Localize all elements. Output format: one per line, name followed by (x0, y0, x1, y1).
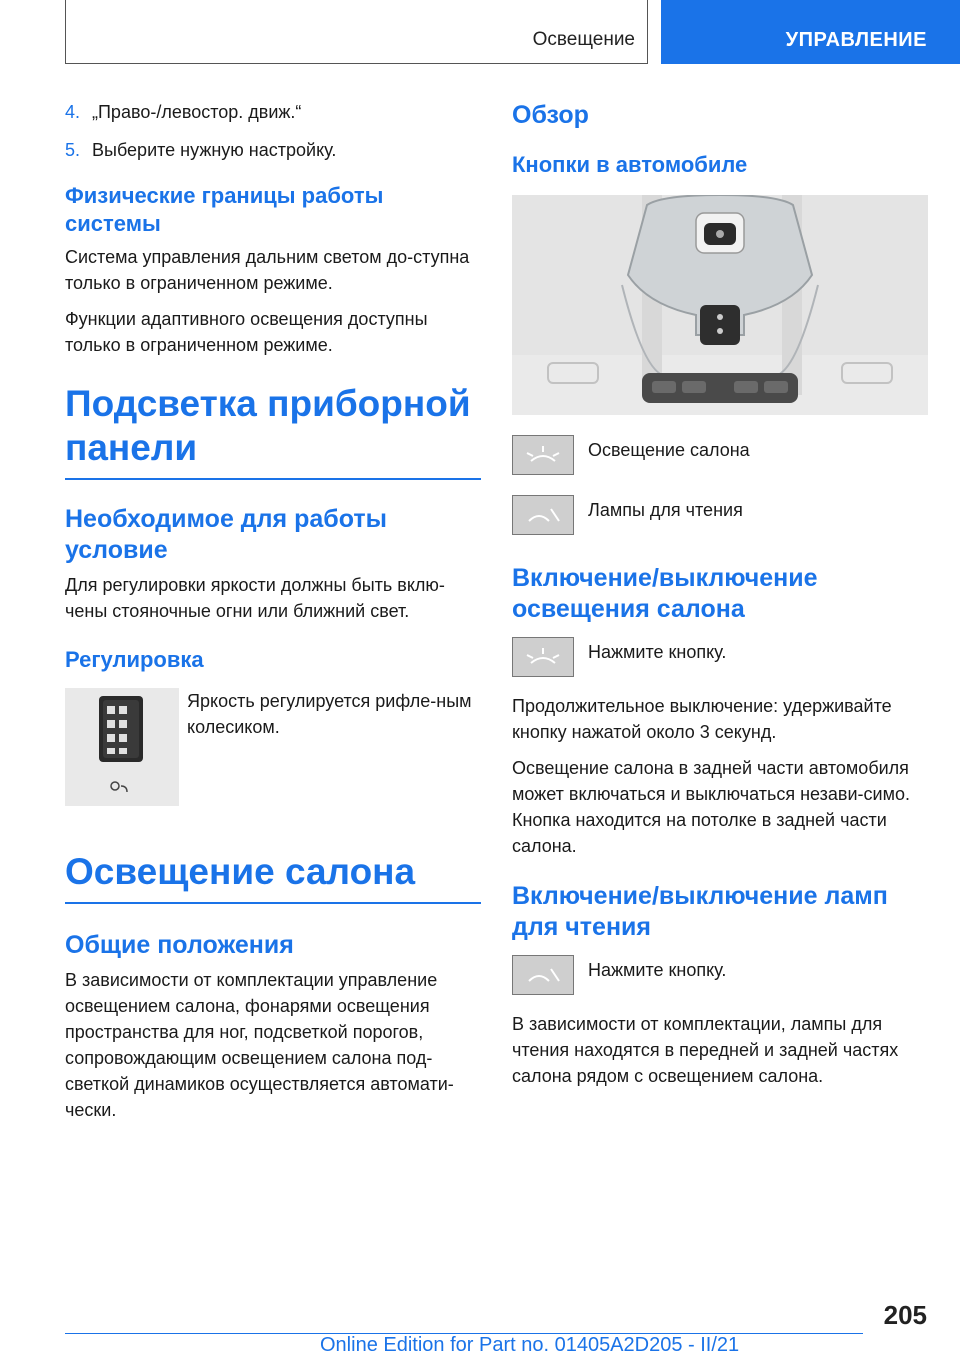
condition-heading: Необходимое для работы условие (65, 505, 387, 564)
onoff-heading: Включение/выключение освещения салона (512, 564, 818, 623)
reading-light-label: Лампы для чтения (588, 500, 743, 520)
onoff-text-2: Освещение салона в задней части автомобиля может включаться и выключаться незави-симо. Кнопка находится на потолке в задней части салона. (512, 758, 910, 856)
condition-text: Для регулировки яркости должны быть вклю-чены стояночные огни или ближний свет. (65, 575, 445, 621)
reading-light-button-icon (512, 955, 574, 995)
header-chapter-tab (661, 0, 960, 64)
interior-light-button-icon (512, 637, 574, 677)
header-chapter-label: УПРАВЛЕНИЕ (785, 29, 927, 51)
step-text: „Право-/левостор. движ.“ (92, 102, 302, 122)
page-number: 205 (883, 1300, 927, 1330)
header-section-box (65, 0, 648, 64)
interior-light-label: Освещение салона (588, 440, 750, 460)
limits-heading: Физические границы работы системы (65, 183, 384, 236)
interior-light-row (512, 435, 928, 475)
interior-heading-block (65, 850, 481, 904)
left-column (65, 100, 481, 1133)
dash-heading: Подсветка приборной панели (65, 383, 471, 468)
overview-heading: Обзор (512, 101, 589, 129)
interior-light-button-icon (512, 435, 574, 475)
reading-heading: Включение/выключение ламп для чтения (512, 882, 888, 941)
ceiling-console-image (512, 195, 928, 415)
limits-text-2: Функции адаптивного освещения доступны только в ограниченном режиме. (65, 309, 428, 355)
step-number: 5. (65, 140, 81, 160)
buttons-heading: Кнопки в автомобиле (512, 152, 748, 177)
adjust-text: Яркость регулируется рифле-ным колесиком. (187, 691, 472, 737)
right-column (512, 100, 928, 1099)
adjust-heading: Регулировка (65, 647, 204, 672)
footer-edition: Online Edition for Part no. 01405A2D205 - II/21 (320, 1334, 740, 1356)
step-text: Выберите нужную настройку. (92, 140, 337, 160)
reading-press-row (512, 955, 928, 995)
onoff-text-1: Продолжительное выключение: удерживайте кнопку нажатой около 3 секунд. (512, 696, 892, 742)
step-4 (65, 100, 481, 124)
general-text: В зависимости от комплектации управление освещением салона, фонарями освещения пространства для ног, подсветкой порогов, сопровождающим освещением салона под-светкой динамиков осуществляется автомати-чески. (65, 970, 454, 1120)
reading-light-button-icon (512, 495, 574, 535)
onoff-press-text: Нажмите кнопку. (588, 642, 727, 662)
reading-press-text: Нажмите кнопку. (588, 960, 727, 980)
interior-heading: Освещение салона (65, 851, 416, 892)
general-heading: Общие положения (65, 931, 294, 959)
onoff-press-row (512, 637, 928, 677)
step-5 (65, 138, 481, 162)
dimmer-wheel-image (65, 688, 179, 806)
header-section-title: Освещение (532, 29, 635, 50)
step-number: 4. (65, 102, 81, 122)
adjust-row (65, 688, 481, 806)
reading-light-row (512, 495, 928, 535)
dash-heading-block (65, 382, 481, 480)
reading-text: В зависимости от комплектации, лампы для чтения находятся в передней и задней частях салона рядом с освещением салона. (512, 1014, 899, 1086)
limits-text-1: Система управления дальним светом до-ступна только в ограниченном режиме. (65, 247, 470, 293)
